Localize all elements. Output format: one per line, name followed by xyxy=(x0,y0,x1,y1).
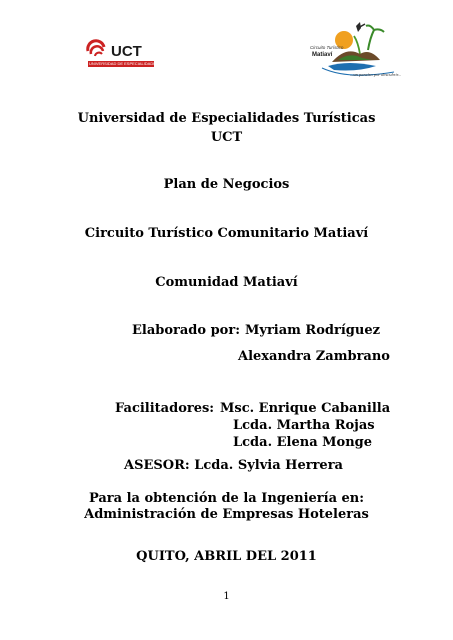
matiavi-logo-slogan: ...un paraíso por descubrir... xyxy=(350,72,402,77)
uct-emblem-icon xyxy=(86,42,110,60)
matiavi-logo-name: Matiaví xyxy=(312,52,333,58)
advisor: ASESOR: Lcda. Sylvia Herrera xyxy=(124,458,343,473)
author-1: Myriam Rodríguez xyxy=(245,323,380,338)
authors-label: Elaborado por: xyxy=(132,323,240,338)
uct-logo xyxy=(86,42,184,72)
uct-logo-text: UCT xyxy=(111,43,142,60)
project-name: Circuito Turístico Comunitario Matiaví xyxy=(84,226,369,241)
page-number: 1 xyxy=(223,591,230,602)
degree-line-1: Para la obtención de la Ingeniería en: xyxy=(88,491,365,506)
facilitators-label: Facilitadores: xyxy=(115,401,215,416)
facilitator-2: Lcda. Martha Rojas xyxy=(233,418,375,433)
degree-line-2: Administración de Empresas Hoteleras xyxy=(84,507,369,522)
matiavi-logo xyxy=(298,20,402,82)
university-name: Universidad de Especialidades Turísticas xyxy=(77,111,376,126)
author-2: Alexandra Zambrano xyxy=(238,349,390,364)
uct-logo-bar-text: UNIVERSIDAD DE ESPECIALIDADES TURÍSTICAS xyxy=(89,61,184,66)
facilitator-3: Lcda. Elena Monge xyxy=(233,435,373,450)
facilitator-1: Msc. Enrique Cabanilla xyxy=(220,401,391,416)
university-acronym: UCT xyxy=(210,130,243,145)
community-name: Comunidad Matiaví xyxy=(155,275,298,290)
place-date: QUITO, ABRIL DEL 2011 xyxy=(136,549,317,564)
document-type: Plan de Negocios xyxy=(163,177,290,192)
matiavi-logo-title: Circuito Turístico xyxy=(310,45,344,50)
